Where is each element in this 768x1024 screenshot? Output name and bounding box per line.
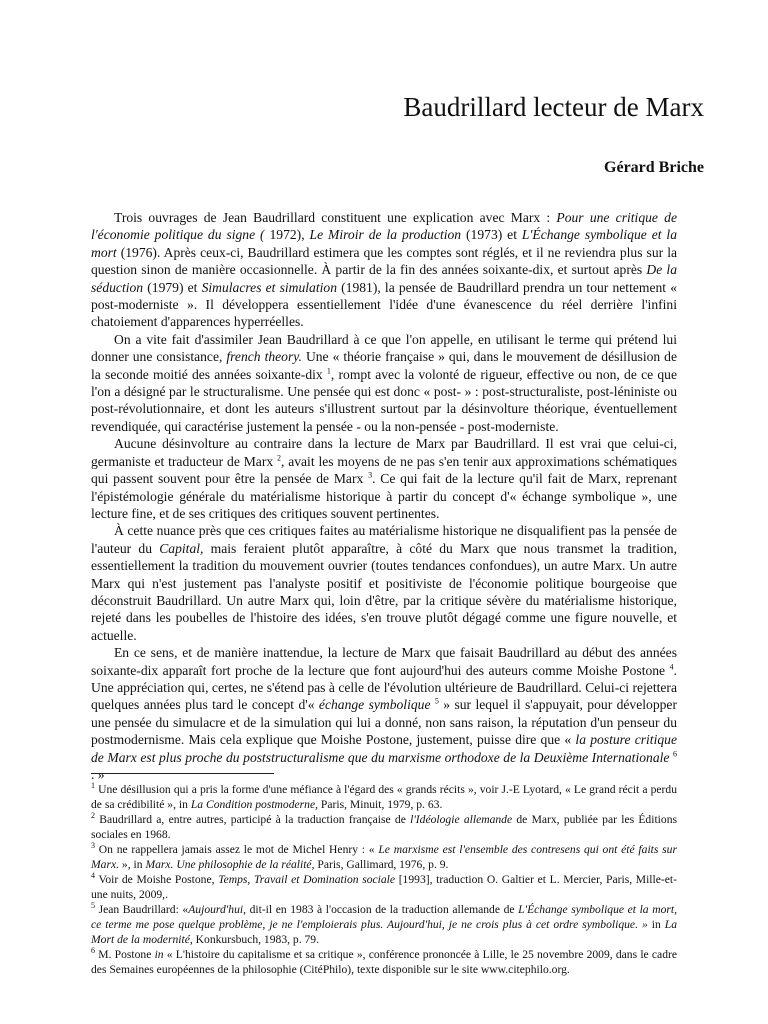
text: Konkursbuch, 1983, p. 79.: [192, 933, 320, 946]
text: M. Postone: [95, 948, 155, 961]
author-name: Gérard Briche: [604, 159, 704, 176]
footnote-2: [91, 812, 677, 842]
book-title: Marx. Une philosophie de la réalité,: [145, 858, 315, 871]
footnote-number: 2: [91, 811, 95, 821]
footnote-4: [91, 872, 677, 902]
paragraph-1: [91, 209, 677, 331]
text: « L'histoire du capitalisme et sa critique », conférence prononcée à Lille, le 25 novembre 2009, dans le cadre des Semaines européennes de la philosophie (CitéPhilo), texte disponible sur le site www.citephilo.org.: [91, 948, 678, 976]
text: (1979) et: [143, 279, 202, 295]
quote: Aujourd'hui,: [188, 903, 246, 916]
text: Voir de Moishe Postone,: [95, 873, 219, 886]
text: On a vite fait d'assimiler Jean Baudrillard à ce que l'on appelle, en utilisant le terme qui prétend lui donner une consistance,: [91, 331, 677, 365]
book-title: La Mort de la modernité,: [91, 918, 678, 946]
footnote-number: 4: [91, 871, 95, 881]
book-title: Pour une critique de l'économie politique du signe (: [91, 210, 677, 243]
footnote-ref-2[interactable]: 2: [276, 453, 281, 463]
text: En ce sens, et de manière inattendue, la lecture de Marx que faisait Baudrillard au début des années soixante-dix apparaît fort proche de la lecture que font aujourd'hui des auteurs comme Moishe Postone: [91, 645, 677, 678]
footnote-number: 1: [91, 781, 95, 791]
footnote-ref-4[interactable]: 4: [669, 662, 674, 672]
text: in: [647, 918, 665, 931]
text: » sur lequel il s'appuyait, pour développer une pensée du simulacre et de la simulation qui lui a donné, non sans raison, la réputation d'un penseur du postmodernisme. Mais cela explique que Moishe Postone, justement, puisse dire que «: [91, 697, 677, 748]
book-title: Capital,: [159, 540, 204, 556]
text: . »: [91, 767, 105, 782]
article-body: [91, 209, 677, 783]
text: À cette nuance près que ces critiques faites au matérialisme historique ne disqualifient pas la pensée de l'auteur du: [91, 523, 677, 556]
footnote-ref-5[interactable]: 5: [434, 696, 439, 706]
quote: Le marxisme est l'ensemble des contresens qui ont été faits sur Marx.: [91, 843, 677, 871]
text: , avait les moyens de ne pas s'en tenir aux approximations schématiques qui passent souvent pour être la pensée de Marx: [91, 453, 677, 487]
footnote-number: 6: [91, 946, 95, 956]
footnote-6: [91, 947, 677, 977]
text: Paris, Gallimard, 1976, p. 9.: [314, 858, 449, 871]
footnotes: [91, 782, 677, 977]
footnote-ref-3[interactable]: 3: [368, 470, 373, 480]
article-title: Baudrillard lecteur de Marx: [403, 92, 704, 122]
text: », in: [119, 858, 146, 871]
text: 1972),: [264, 227, 310, 243]
footnote-5: [91, 902, 677, 947]
book-title: Simulacres et simulation: [201, 279, 337, 295]
text: . Une appréciation qui, certes, ne s'étend pas à celle de l'évolution ultérieure de Baudrillard. Celui-ci rejettera quelques années plus tard le concept d'«: [91, 662, 677, 713]
text: mais feraient plutôt apparaître, à côté du Marx que nous transmet la tradition, essentiellement la tradition du mouvement ouvrier (toutes tendances confondues), un autre Marx. Un autre Marx qui n'est justement pas l'analyste positif et positiviste de l'économie politique bourgeoise que déconstruit Baudrillard. Un autre Marx qui, loin d'être, par la critique sévère du matérialisme historique, rejeté dans les poubelles de l'histoire des idées, s'en trouve plutôt dégagé comme une figure nouvelle, et actuelle.: [91, 540, 677, 643]
book-title: Le Miroir de la production: [309, 227, 462, 243]
text: (1976). Après ceux-ci, Baudrillard estimera que les comptes sont réglés, et il ne reviendra plus sur la question sinon de manière occasionnelle. À partir de la fin des années soixante-dix, et surtout après: [91, 244, 677, 278]
emphasis: in: [154, 948, 164, 961]
text: (1981), la pensée de Baudrillard prendra un tour nettement « post-moderniste ». Il développera essentiellement l'idée d'une évanescence du réel derrière l'infini chatoiement d'apparences hyperréelles.: [91, 279, 677, 330]
text: Paris, Minuit, 1979, p. 63.: [318, 798, 443, 811]
footnote-ref-6[interactable]: 6: [672, 749, 677, 759]
paragraph-5: [91, 644, 677, 783]
text: Une désillusion qui a pris la forme d'une méfiance à l'égard des « grands récits », voir J.-E Lyotard, « Le grand récit a perdu de sa crédibilité », in: [91, 783, 677, 811]
footnote-1: [91, 782, 677, 812]
text: Baudrillard a, entre autres, participé à la traduction française de: [95, 813, 411, 826]
text: Une « théorie française » qui, dans le mouvement de désillusion de la seconde moitié des années soixante-dix: [91, 349, 678, 382]
emphasis: french theory.: [226, 349, 302, 365]
paragraph-4: [91, 522, 677, 644]
footnote-ref-1[interactable]: 1: [326, 366, 331, 376]
text: (1973) et: [461, 227, 522, 243]
text: Trois ouvrages de Jean Baudrillard constituent une explication avec Marx :: [114, 210, 557, 225]
text: de Marx, publiée par les Éditions sociales en 1968.: [91, 813, 677, 841]
text: Aucune désinvolture au contraire dans la lecture de Marx par Baudrillard. Il est vrai que celui-ci, germaniste et traducteur de Marx: [91, 436, 677, 469]
book-title: l'Idéologie allemande: [410, 813, 513, 826]
footnote-divider: [91, 773, 274, 774]
text: . Ce qui fait de la lecture qu'il fait de Marx, reprenant l'épistémologie générale du matérialisme historique à partir du concept d'« échange symbolique », une lecture fine, et de ses critiques des critiques souvent pertinentes.: [91, 471, 677, 521]
quote: L'Échange symbolique et la mort, ce terme me pose quelque problème, je ne l'emploierais plus. Aujourd'hui, je ne crois plus à cet ordre symbolique. »: [91, 903, 678, 931]
footnote-3: [91, 842, 677, 872]
quote: la posture critique de Marx est plus proche du poststructuralisme que du marxisme orthodoxe de la Deuxième Internationale: [91, 732, 677, 765]
book-title: De la séduction: [91, 262, 677, 295]
book-title: La Condition postmoderne,: [190, 798, 319, 811]
text: , rompt avec la volonté de rigueur, effective ou non, de ce que l'on a désigné par le structuralisme. Une pensée qui est donc « post- » : post-structuraliste, post-léniniste ou post-révolutionnaire, et dont les auteurs s'illustrent surtout par la désinvolture théorique, éventuellement revendiquée, qui caractérise justement la pensée - ou la non-pensée - post-moderniste.: [91, 366, 677, 434]
footnote-number: 3: [91, 841, 95, 851]
paragraph-3: [91, 435, 677, 522]
text: dit-il en 1983 à l'occasion de la traduction allemande de: [245, 903, 519, 916]
paragraph-2: [91, 331, 677, 435]
book-title: Temps, Travail et Domination sociale: [218, 873, 396, 886]
text: [1993], traduction O. Galtier et L. Mercier, Paris, Mille-et-une nuits, 2009,.: [91, 873, 677, 901]
text: Jean Baudrillard: «: [95, 903, 189, 916]
text: On ne rappellera jamais assez le mot de Michel Henry : «: [95, 843, 379, 856]
footnote-number: 5: [91, 901, 95, 911]
emphasis: échange symbolique: [318, 697, 431, 713]
book-title: L'Échange symbolique et la mort: [91, 227, 677, 260]
